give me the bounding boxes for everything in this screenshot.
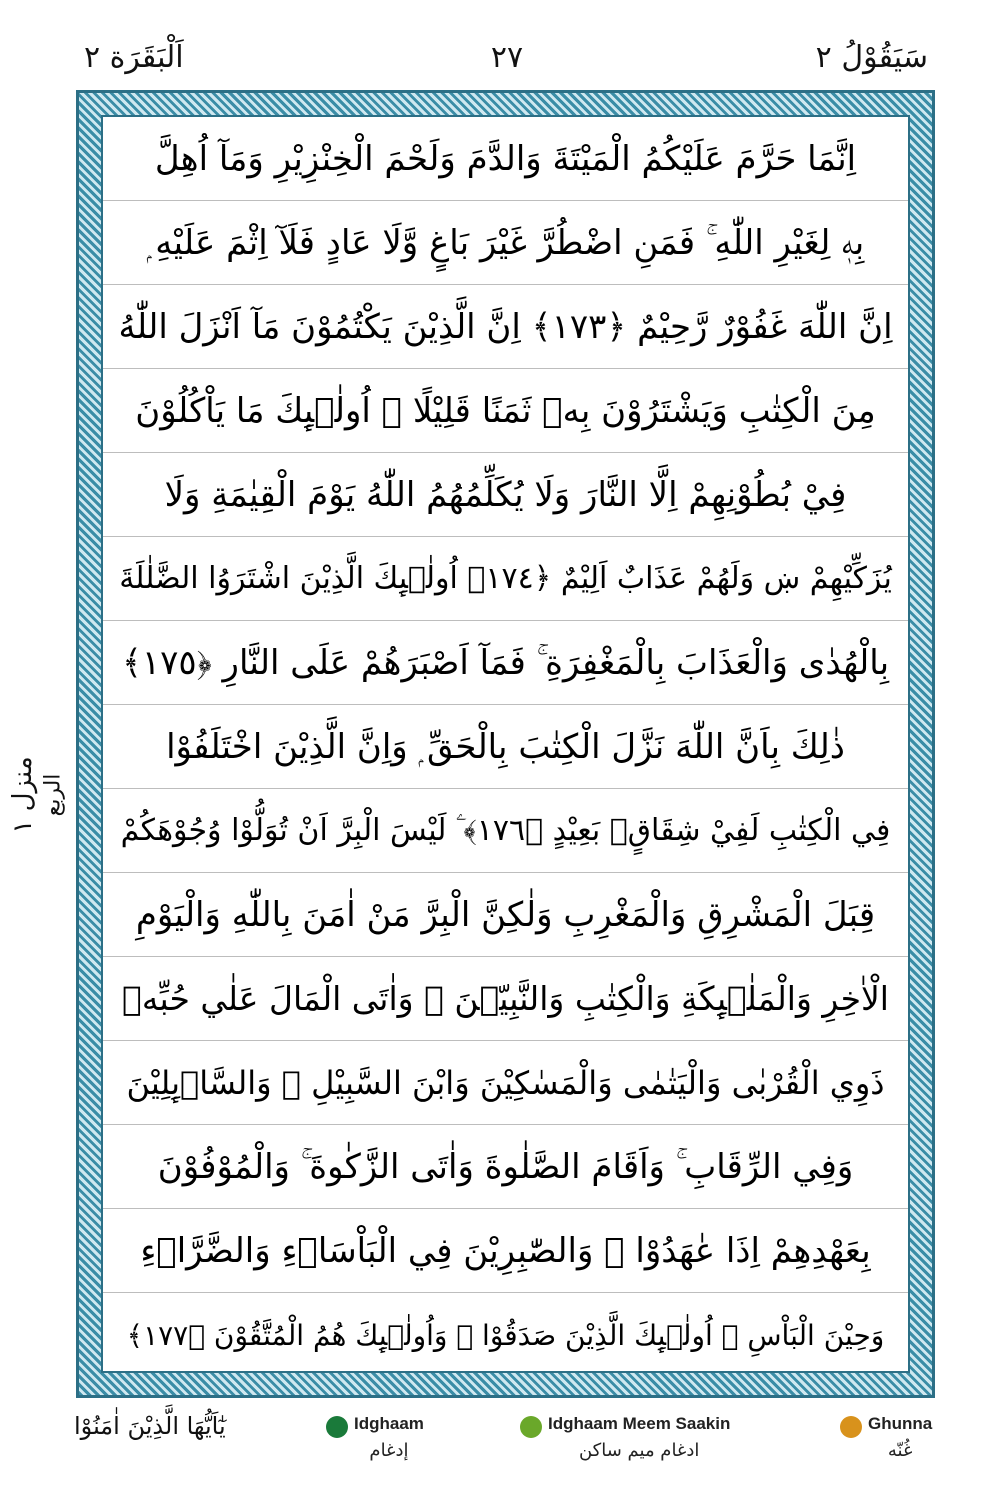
text-line: اِنَّمَا حَرَّمَ عَلَيْكُمُ الْمَيْتَةَ وَالدَّمَ وَلَحْمَ الْخِنْزِيْرِ وَمَآ اُهِلَّ (103, 117, 908, 201)
ghunna-color-dot (840, 1416, 862, 1438)
text-line: وَحِيْنَ الْبَاْسِ ۭ اُولٰۗىِٕكَ الَّذِيْنَ صَدَقُوْا ۭ وَاُولٰۗىِٕكَ هُمُ الْمُتَّقُوْنَ ﴿١٧٧﴾ (126, 1318, 885, 1352)
idghaam-meem-color-dot (520, 1416, 542, 1438)
legend-idghaam (326, 1414, 424, 1461)
page-header (78, 40, 936, 88)
legend-label-ur: ادغام میم ساکن (578, 1440, 700, 1461)
juz-name: سَيَقُوْلُ ٢ (815, 40, 928, 75)
legend-label-ur: إدغام (369, 1440, 409, 1461)
text-line: وَفِي الرِّقَابِ ۚ وَاَقَامَ الصَّلٰوةَ وَاٰتَى الزَّكٰوةَ ۚ وَالْمُوْفُوْنَ (103, 1125, 908, 1209)
text-line: بِهٖ لِغَيْرِ اللّٰهِ ۚ فَمَنِ اضْطُرَّ غَيْرَ بَاغٍ وَّلَا عَادٍ فَلَآ اِثْمَ عَلَيْهِ ۭ (103, 201, 908, 285)
text-line: اِنَّ اللّٰهَ غَفُوْرٌ رَّحِيْمٌ ﴿١٧٣﴾ اِنَّ الَّذِيْنَ يَكْتُمُوْنَ مَآ اَنْزَلَ اللّٰهُ (103, 285, 908, 369)
text-line: الْاٰخِرِ وَالْمَلٰۗىِٕكَةِ وَالْكِتٰبِ وَالنَّبِيّٖنَ ۚ وَاٰتَى الْمَالَ عَلٰي حُبِّهٖ (103, 957, 908, 1041)
ornamental-border (76, 90, 935, 1398)
text-line: فِيْ بُطُوْنِهِمْ اِلَّا النَّارَ وَلَا يُكَلِّمُهُمُ اللّٰهُ يَوْمَ الْقِيٰمَةِ وَلَا (103, 453, 908, 537)
legend-idghaam-meem-saakin (520, 1414, 730, 1461)
legend-label-en: Idghaam Meem Saakin (548, 1414, 731, 1433)
page-number: ٢٧ (490, 40, 524, 75)
catchword: يٰٓاَيُّهَا الَّذِيْنَ اٰمَنُوْا (74, 1412, 226, 1440)
text-line: فِي الْكِتٰبِ لَفِيْ شِقَاقٍۢ بَعِيْدٍ ﴿١٧٦﴾ ۧ لَيْسَ الْبِرَّ اَنْ تُوَلُّوْا وُجُوْهَكُمْ (103, 789, 908, 873)
text-panel (101, 115, 910, 1373)
legend-label-en: Idghaam (354, 1414, 424, 1433)
idghaam-color-dot (326, 1416, 348, 1438)
surah-name: اَلْبَقَرَة ٢ (84, 40, 184, 75)
manzil-marker: منزل ١ (8, 756, 38, 834)
legend-ghunna (840, 1414, 932, 1461)
legend-label-en: Ghunna (868, 1414, 933, 1433)
legend-label-ur: غُنّه (887, 1440, 913, 1461)
side-margin (4, 680, 70, 910)
text-line: يُزَكِّيْهِمْ ښ وَلَهُمْ عَذَابٌ اَلِيْمٌ ﴿١٧٤﴾ اُولٰۗىِٕكَ الَّذِيْنَ اشْتَرَوُا الضَّلٰلَةَ (103, 537, 908, 621)
ruku-marker: الربع (40, 773, 66, 817)
text-line: بِالْهُدٰى وَالْعَذَابَ بِالْمَغْفِرَةِ ۚ فَمَآ اَصْبَرَهُمْ عَلَى النَّارِ ﴿١٧٥﴾ (103, 621, 908, 705)
text-line: بِعَهْدِهِمْ اِذَا عٰهَدُوْا ۚ وَالصّٰبِرِيْنَ فِي الْبَاْسَاۗءِ وَالضَّرَّاۗءِ (103, 1209, 908, 1293)
text-line: قِبَلَ الْمَشْرِقِ وَالْمَغْرِبِ وَلٰكِنَّ الْبِرَّ مَنْ اٰمَنَ بِاللّٰهِ وَالْيَوْمِ (103, 873, 908, 957)
text-line: مِنَ الْكِتٰبِ وَيَشْتَرُوْنَ بِهٖ ثَمَنًا قَلِيْلًا ۙ اُولٰۗىِٕكَ مَا يَاْكُلُوْنَ (103, 369, 908, 453)
text-line: ذَوِي الْقُرْبٰى وَالْيَتٰمٰى وَالْمَسٰكِيْنَ وَابْنَ السَّبِيْلِ ۙ وَالسَّاۗىِٕلِيْنَ (103, 1041, 908, 1125)
page-footer (0, 1408, 1005, 1487)
text-line: ذٰلِكَ بِاَنَّ اللّٰهَ نَزَّلَ الْكِتٰبَ بِالْحَقِّ ۭ وَاِنَّ الَّذِيْنَ اخْتَلَفُوْا (103, 705, 908, 789)
